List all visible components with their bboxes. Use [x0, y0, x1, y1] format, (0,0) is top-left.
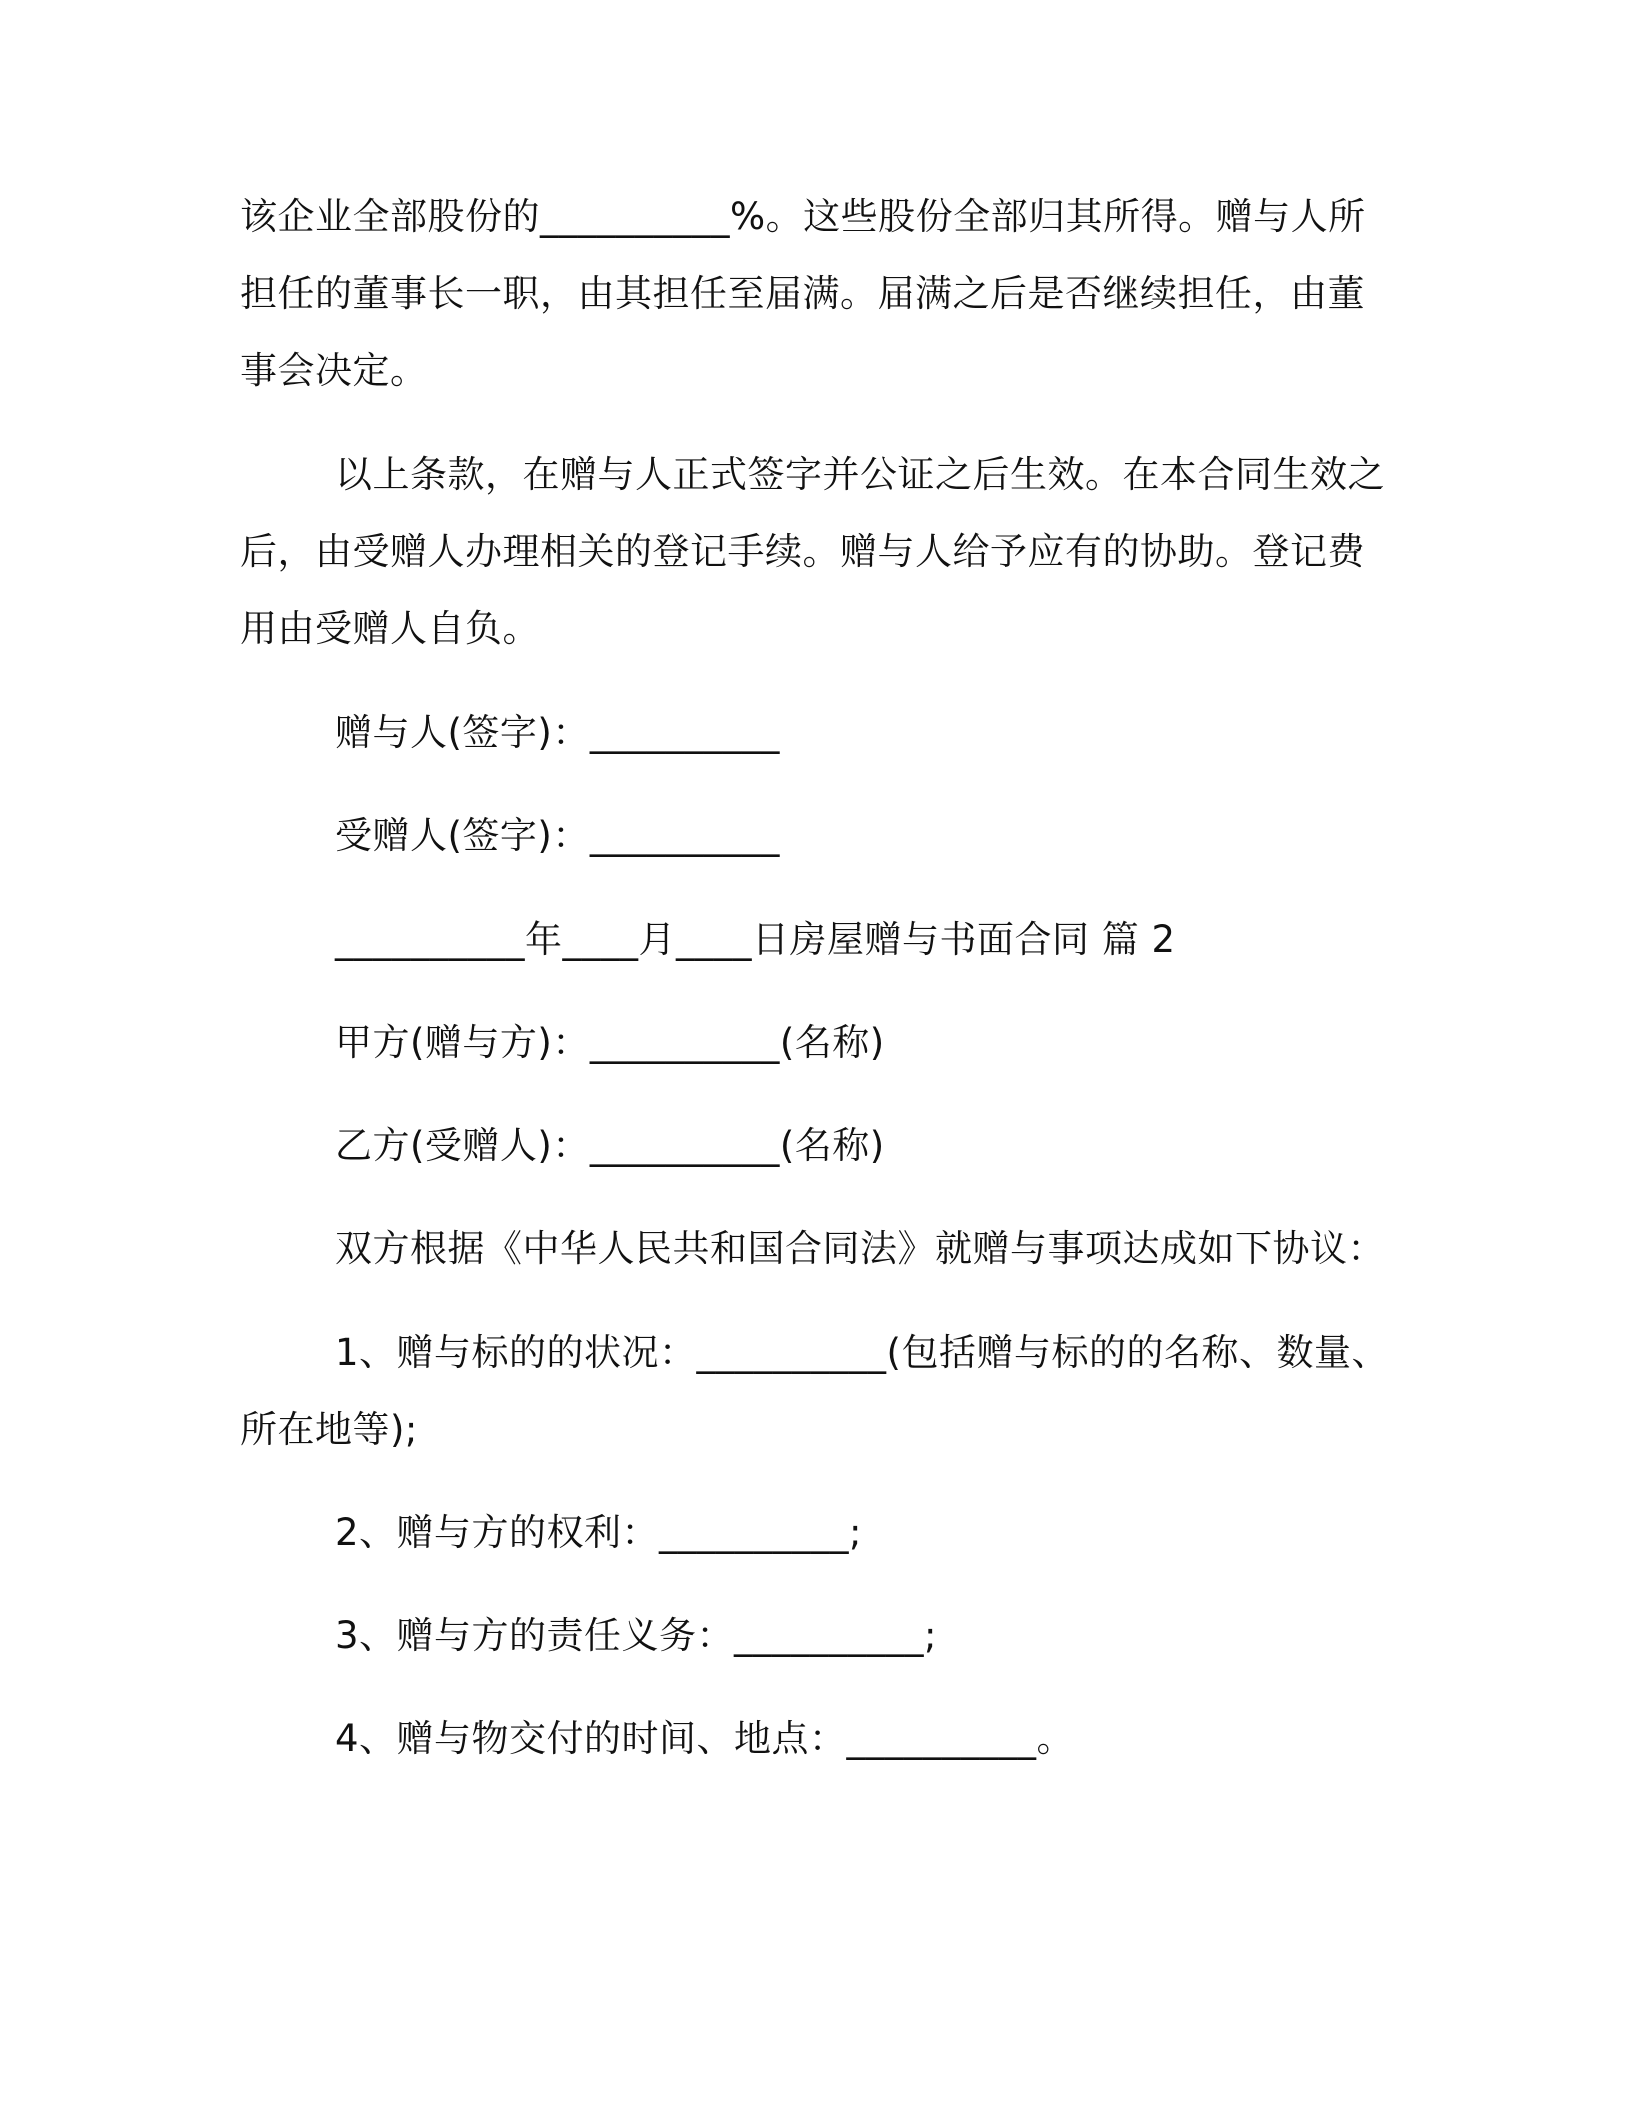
paragraph-1-line-2: 担任的董事长一职，由其担任至届满。届满之后是否继续担任，由董	[240, 272, 1365, 315]
party-b: 乙方(受赠人)：__________(名称)	[335, 1124, 885, 1167]
clause-1-line-1: 1、赠与标的的状况：__________(包括赠与标的的名称、数量、	[335, 1331, 1389, 1374]
agreement-intro: 双方根据《中华人民共和国合同法》就赠与事项达成如下协议：	[335, 1227, 1385, 1270]
date-and-section-title: __________年____月____日房屋赠与书面合同 篇 2	[335, 918, 1176, 961]
paragraph-1-line-1: 该企业全部股份的__________%。这些股份全部归其所得。赠与人所	[240, 195, 1366, 238]
paragraph-2-line-1: 以上条款，在赠与人正式签字并公证之后生效。在本合同生效之	[335, 453, 1385, 496]
clause-4: 4、赠与物交付的时间、地点：__________。	[335, 1717, 1075, 1760]
signature-donee: 受赠人(签字)：__________	[335, 814, 780, 857]
clause-2: 2、赠与方的权利：__________;	[335, 1511, 863, 1554]
paragraph-2-line-3: 用由受赠人自负。	[240, 607, 540, 650]
clause-1-line-2: 所在地等);	[240, 1408, 418, 1451]
signature-donor: 赠与人(签字)：__________	[335, 711, 780, 754]
paragraph-1-line-3: 事会决定。	[240, 349, 428, 392]
party-a: 甲方(赠与方)：__________(名称)	[335, 1021, 885, 1064]
clause-3: 3、赠与方的责任义务：__________;	[335, 1614, 938, 1657]
paragraph-2-line-2: 后，由受赠人办理相关的登记手续。赠与人给予应有的协助。登记费	[240, 530, 1365, 573]
